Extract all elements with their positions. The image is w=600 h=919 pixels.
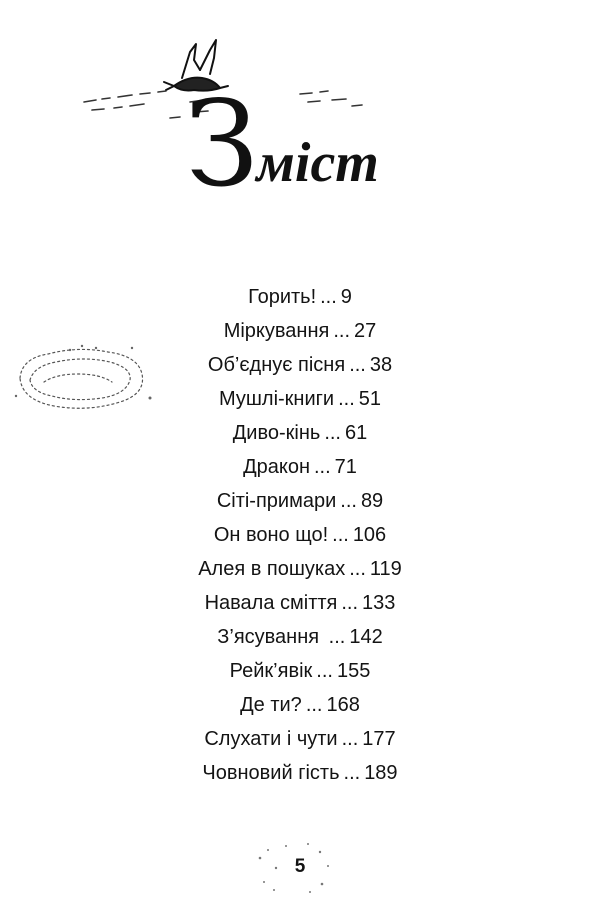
toc-title: Навала сміття [204, 592, 338, 614]
toc-title: Рейк’явік [229, 660, 313, 682]
toc-entry [120, 756, 480, 790]
toc-page: 71 [334, 456, 357, 478]
toc-page: 9 [340, 286, 352, 308]
toc-entry [120, 450, 480, 484]
toc-separator: ... [332, 524, 349, 546]
toc-entry [120, 416, 480, 450]
toc-entry [120, 484, 480, 518]
toc-entry [120, 280, 480, 314]
toc-title: Он воно що! [213, 524, 329, 546]
toc-entry [120, 722, 480, 756]
toc-page: 38 [369, 354, 393, 376]
toc-title: Слухати і чути [204, 728, 338, 750]
toc-separator: ... [343, 762, 361, 784]
toc-title: Мушлі-книги [218, 388, 335, 410]
toc-title: Об’єднує пісня [207, 354, 346, 376]
toc-separator: ... [349, 558, 366, 580]
toc-page: 119 [369, 558, 402, 580]
toc-entry [120, 586, 480, 620]
toc-entry [120, 552, 480, 586]
toc-separator: ... [333, 320, 351, 342]
toc-entry [120, 620, 480, 654]
toc-separator: ... [305, 694, 323, 716]
toc-separator: ... [349, 354, 366, 376]
toc-title: Горить! [248, 286, 317, 308]
toc-title: Міркування [223, 320, 330, 342]
toc-title: Сіті-примари [216, 490, 337, 512]
table-of-contents [120, 280, 480, 790]
toc-title: Диво-кінь [232, 422, 321, 444]
toc-page: 133 [362, 592, 396, 614]
toc-title: Дракон [243, 456, 310, 478]
toc-page: 51 [358, 388, 382, 410]
toc-separator: ... [340, 490, 357, 512]
toc-page: 27 [354, 320, 377, 342]
toc-entry [120, 348, 480, 382]
toc-entry [120, 382, 480, 416]
toc-page: 89 [360, 490, 384, 512]
toc-page: 168 [326, 694, 360, 716]
toc-page: 142 [349, 626, 383, 648]
page-number: 5 [294, 856, 306, 877]
toc-page: 106 [352, 524, 387, 546]
toc-separator: ... [320, 286, 337, 308]
toc-entry [120, 314, 480, 348]
toc-page: 61 [344, 422, 368, 444]
title-rest: міст [256, 132, 379, 194]
toc-title: Де ти? [240, 694, 302, 716]
toc-entry [120, 688, 480, 722]
toc-page: 177 [362, 728, 396, 750]
toc-page: 155 [336, 660, 371, 682]
page-title [185, 75, 379, 213]
toc-page: 189 [364, 762, 398, 784]
toc-title: Алея в пошуках [198, 558, 346, 580]
toc-separator: ... [324, 422, 341, 444]
toc-separator: ... [316, 660, 333, 682]
toc-separator: ... [341, 728, 359, 750]
toc-title: Човновий гість [202, 762, 340, 784]
toc-title: З’ясування [217, 626, 320, 648]
toc-separator: ... [314, 456, 331, 478]
toc-separator: ... [323, 626, 346, 648]
title-initial: З [185, 75, 259, 213]
toc-separator: ... [341, 592, 359, 614]
toc-entry [120, 654, 480, 688]
toc-separator: ... [338, 388, 355, 410]
toc-entry [120, 518, 480, 552]
